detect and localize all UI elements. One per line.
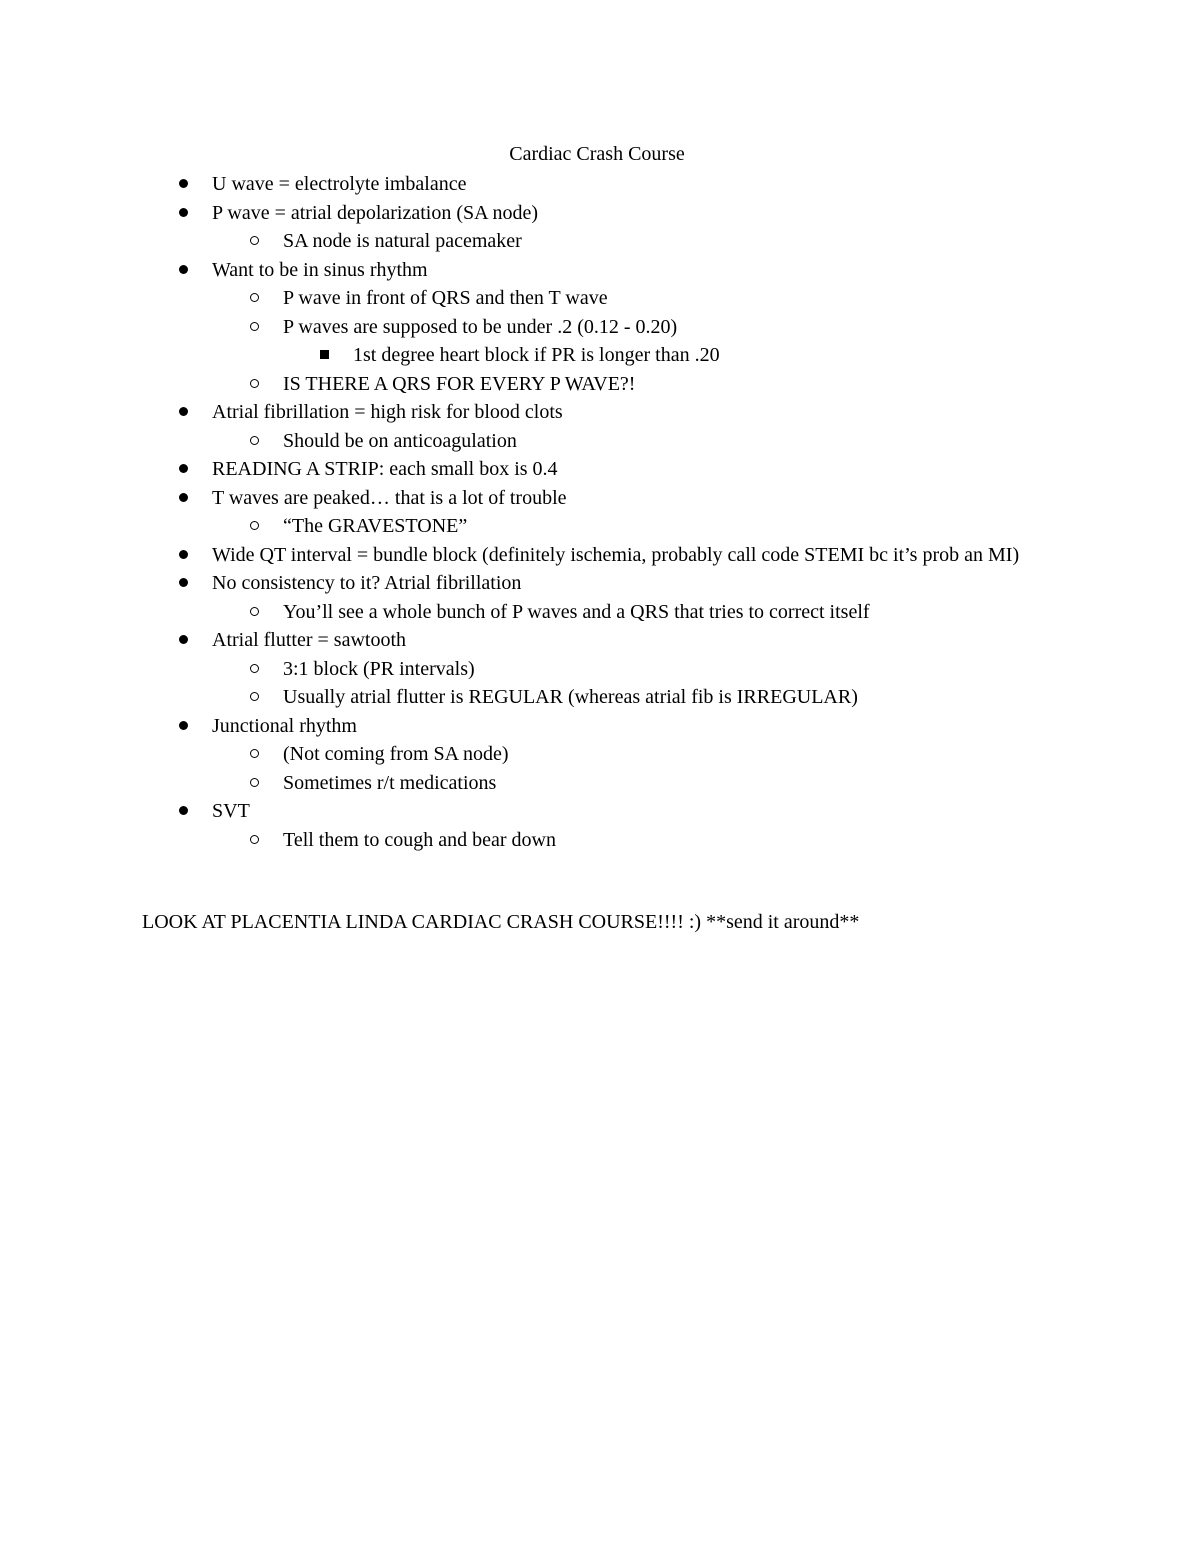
bullet-circle-icon bbox=[246, 655, 262, 684]
list-item-text: Should be on anticoagulation bbox=[283, 429, 517, 452]
bullet-dot-icon bbox=[175, 541, 191, 570]
list-item bbox=[0, 683, 1200, 712]
bullet-circle-icon bbox=[246, 370, 262, 399]
list-item bbox=[0, 541, 1200, 570]
list-item-text: Atrial flutter = sawtooth bbox=[212, 629, 407, 651]
bullet-square-icon bbox=[316, 341, 332, 370]
bullet-dot-icon bbox=[175, 569, 191, 598]
list-item bbox=[0, 826, 1200, 855]
list-item-text: T waves are peaked… that is a lot of trouble bbox=[212, 486, 567, 509]
bullet-circle-icon bbox=[246, 740, 262, 769]
list-item-text: U wave = electrolyte imbalance bbox=[212, 173, 467, 195]
list-item-text: Sometimes r/t medications bbox=[283, 771, 497, 794]
bullet-dot-icon bbox=[175, 398, 191, 427]
list-item bbox=[0, 455, 1200, 484]
bullet-circle-icon bbox=[246, 598, 262, 627]
list-item bbox=[0, 427, 1200, 456]
list-item bbox=[0, 284, 1200, 313]
list-item bbox=[0, 598, 1200, 627]
bullet-circle-icon bbox=[246, 683, 262, 712]
list-item bbox=[0, 170, 1200, 199]
bullet-dot-icon bbox=[175, 797, 191, 826]
list-item-text: 1st degree heart block if PR is longer than .20 bbox=[353, 344, 720, 366]
list-item-text: P wave = atrial depolarization (SA node) bbox=[212, 201, 538, 224]
bullet-dot-icon bbox=[175, 199, 191, 228]
bullet-dot-icon bbox=[175, 256, 191, 285]
list-item-text: READING A STRIP: each small box is 0.4 bbox=[212, 458, 558, 480]
bullet-dot-icon bbox=[175, 455, 191, 484]
list-item bbox=[0, 256, 1200, 285]
list-item bbox=[0, 712, 1200, 741]
list-item-text: P waves are supposed to be under .2 (0.12 - 0.20) bbox=[283, 315, 678, 338]
list-item-text: Want to be in sinus rhythm bbox=[212, 258, 428, 281]
list-item-text: Usually atrial flutter is REGULAR (whereas atrial fib is IRREGULAR) bbox=[283, 686, 858, 708]
bullet-dot-icon bbox=[175, 170, 191, 199]
list-item-text: 3:1 block (PR intervals) bbox=[283, 657, 475, 680]
list-item-text: Atrial fibrillation = high risk for blood clots bbox=[212, 401, 563, 423]
bullet-circle-icon bbox=[246, 427, 262, 456]
bullet-circle-icon bbox=[246, 769, 262, 798]
list-item-text: (Not coming from SA node) bbox=[283, 743, 509, 765]
list-item bbox=[0, 227, 1200, 256]
list-item-text: Junctional rhythm bbox=[212, 714, 357, 737]
bullet-circle-icon bbox=[246, 512, 262, 541]
bullet-circle-icon bbox=[246, 826, 262, 855]
list-item-text: No consistency to it? Atrial fibrillation bbox=[212, 572, 522, 594]
bullet-circle-icon bbox=[246, 227, 262, 256]
bullet-circle-icon bbox=[246, 313, 262, 342]
footer-note: LOOK AT PLACENTIA LINDA CARDIAC CRASH COURSE!!!! :) **send it around** bbox=[142, 911, 860, 933]
list-item-text: Wide QT interval = bundle block (definitely ischemia, probably call code STEMI bc it’s prob an MI) bbox=[212, 543, 1020, 566]
list-item bbox=[0, 569, 1200, 598]
list-item bbox=[0, 199, 1200, 228]
list-item-text: You’ll see a whole bunch of P waves and a QRS that tries to correct itself bbox=[283, 600, 870, 623]
notes-list bbox=[0, 170, 1200, 854]
list-item bbox=[0, 370, 1200, 399]
list-item-text: “The GRAVESTONE” bbox=[283, 515, 468, 537]
list-item bbox=[0, 313, 1200, 342]
list-item bbox=[0, 797, 1200, 826]
bullet-circle-icon bbox=[246, 284, 262, 313]
list-item bbox=[0, 341, 1200, 370]
list-item bbox=[0, 626, 1200, 655]
bullet-dot-icon bbox=[175, 712, 191, 741]
list-item-text: IS THERE A QRS FOR EVERY P WAVE?! bbox=[283, 372, 636, 395]
list-item bbox=[0, 655, 1200, 684]
list-item bbox=[0, 740, 1200, 769]
list-item bbox=[0, 769, 1200, 798]
list-item-text: P wave in front of QRS and then T wave bbox=[283, 287, 608, 309]
document-title: Cardiac Crash Course bbox=[509, 143, 685, 165]
list-item bbox=[0, 398, 1200, 427]
list-item-text: SA node is natural pacemaker bbox=[283, 230, 522, 252]
bullet-dot-icon bbox=[175, 484, 191, 513]
list-item-text: SVT bbox=[212, 800, 250, 822]
bullet-dot-icon bbox=[175, 626, 191, 655]
list-item bbox=[0, 484, 1200, 513]
list-item bbox=[0, 512, 1200, 541]
list-item-text: Tell them to cough and bear down bbox=[283, 828, 556, 851]
